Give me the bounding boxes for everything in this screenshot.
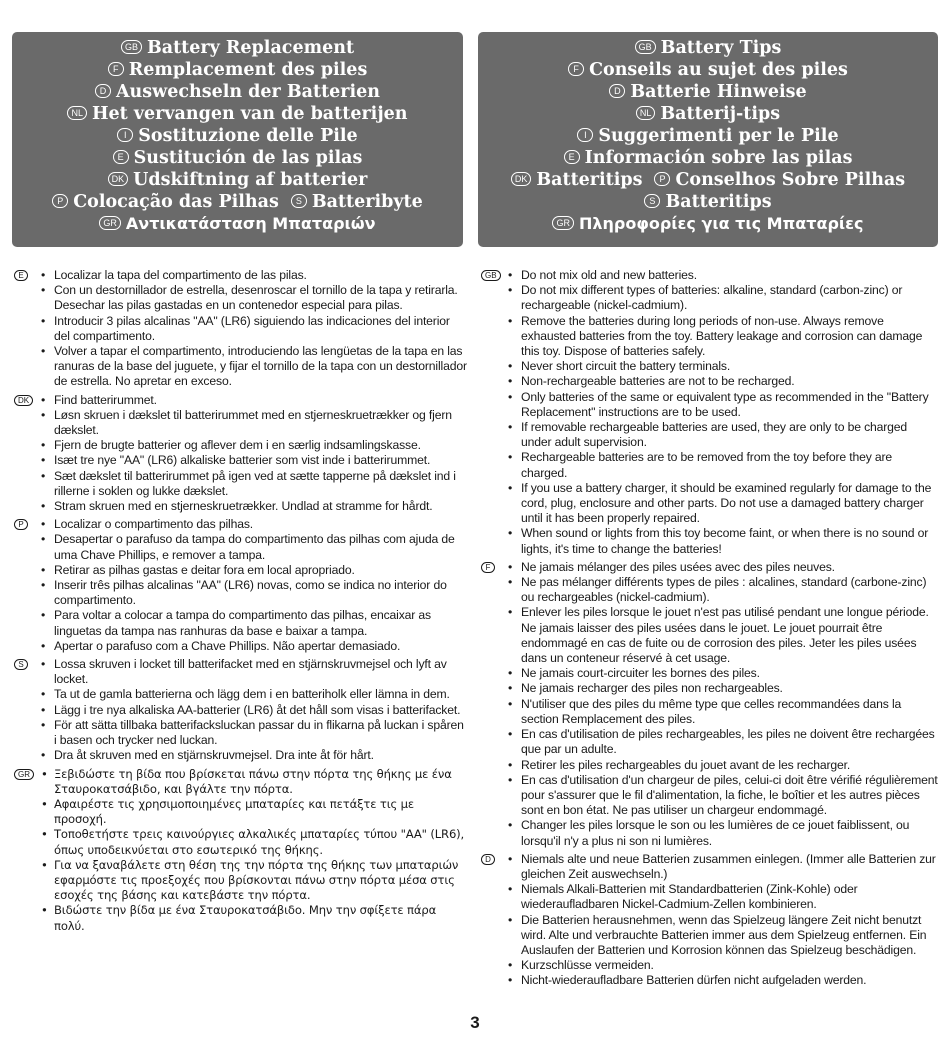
bullet-item: • Τοποθετήστε τρεις καινούργιες αλκαλικές μπαταρίες τύπου "AA" (LR6), όπως υποδεικνύεται στο εσωτερικό της θήκης. <box>41 827 467 857</box>
header-title: Información sobre las pilas <box>584 148 853 168</box>
header-title: Sostituzione delle Pile <box>138 126 358 146</box>
section-f <box>479 560 939 849</box>
bullet-item: • When sound or lights from this toy become faint, or when there is no sound or lights, it's time to change the batteries! <box>508 526 939 556</box>
bullet-item: • N'utiliser que des piles du même type que celles recommandées dans la section Remplacement des piles. <box>508 697 939 727</box>
bullet-item: • Rechargeable batteries are to be removed from the toy before they are charged. <box>508 450 939 480</box>
bullet-item: • Ne jamais court-circuiter les bornes des piles. <box>508 666 939 681</box>
bullet-item: • Enlever les piles lorsque le jouet n'est pas utilisé pendant une longue période. Ne jamais laisser des piles usées dans le jouet. Le jouet pourrait être endommagé en cas de fuite ou de corrosion des piles. Jeter les piles usées dans un conteneur réservé à cet usage. <box>508 605 939 666</box>
bullet-item: • Ne jamais mélanger des piles usées avec des piles neuves. <box>508 560 939 575</box>
lang-badge-p: P <box>52 194 68 208</box>
bullet-item: • För att sätta tillbaka batterifacksluckan passar du in flikarna på luckan i spåren i basen och trycker ned luckan. <box>41 718 467 748</box>
bullet-item: • Niemals Alkali-Batterien mit Standardbatterien (Zink-Kohle) oder wiederaufladbaren Nickel-Cadmium-Zellen kombinieren. <box>508 882 939 912</box>
header-line <box>12 103 463 125</box>
bullet-item: • Løsn skruen i dækslet til batterirummet med en stjerneskruetrækker og fjern dækslet. <box>41 408 467 438</box>
bullet-item: • Για να ξαναβάλετε στη θέση της την πόρτα της θήκης των μπαταριών εφαρμόστε τις προεξοχές που βρίσκονται πάνω στην πόρτα μέσα στις εσοχές της βάσης και κατεβάστε την πόρτα. <box>41 858 467 904</box>
lang-badge-i: I <box>577 128 593 142</box>
section-gb <box>479 268 939 557</box>
bullet-item: • Retirar as pilhas gastas e deitar fora em local apropriado. <box>41 563 467 578</box>
bullet-list <box>41 393 467 515</box>
lang-badge-e: E <box>564 150 580 164</box>
bullet-item: • Kurzschlüsse vermeiden. <box>508 958 939 973</box>
header-title: Conseils au sujet des piles <box>589 60 848 80</box>
bullet-item: • Find batterirummet. <box>41 393 467 408</box>
header-title: Batteribyte <box>311 192 423 212</box>
bullet-item: • Do not mix old and new batteries. <box>508 268 939 283</box>
bullet-item: • Volver a tapar el compartimento, introduciendo las lengüetas de la tapa en las ranuras de la base del juguete, y fijar el tornillo de la tapa con un destornillador de estrella. No apretar en exceso. <box>41 344 467 390</box>
lang-badge-f: F <box>108 62 124 76</box>
lang-badge-s: S <box>14 659 28 670</box>
page-number: 3 <box>470 1013 480 1032</box>
header-line <box>478 191 938 213</box>
bullet-item: • Lägg i tre nya alkaliska AA-batterier (LR6) åt det håll som visas i batterifacket. <box>41 703 467 718</box>
bullet-item: • Sæt dækslet til batterirummet på igen ved at sætte tapperne på dækslet ind i rillerne i soklen og lukke dækslet. <box>41 469 467 499</box>
header-line <box>478 125 938 147</box>
bullet-item: • Localizar o compartimento das pilhas. <box>41 517 467 532</box>
bullet-item: • Introducir 3 pilas alcalinas "AA" (LR6) siguiendo las indicaciones del interior del compartimento. <box>41 314 467 344</box>
lang-badge-dk: DK <box>511 172 532 186</box>
bullet-item: • Only batteries of the same or equivalent type as recommended in the "Battery Replacement" instructions are to be used. <box>508 390 939 420</box>
bullet-list <box>41 517 467 654</box>
header-line <box>12 191 463 213</box>
lang-badge-f: F <box>481 562 495 573</box>
lang-badge-nl: NL <box>67 106 87 120</box>
bullet-list <box>508 852 939 989</box>
bullet-item: • Fjern de brugte batterier og aflever dem i en særlig indsamlingskasse. <box>41 438 467 453</box>
bullet-item: • En cas d'utilisation de piles rechargeables, les piles ne doivent être rechargées que par un adulte. <box>508 727 939 757</box>
header-title: Udskiftning af batterier <box>133 170 368 190</box>
bullet-item: • Βιδώστε την βίδα με ένα Σταυροκατσάβιδο. Μην την σφίξετε πάρα πολύ. <box>41 903 467 933</box>
bullet-list <box>41 268 467 390</box>
header-title: Πληροφορίες για τις Μπαταρίες <box>578 214 864 233</box>
header-battery-replacement <box>12 32 463 247</box>
header-title: Suggerimenti per le Pile <box>598 126 839 146</box>
header-line <box>478 169 938 191</box>
lang-badge-gb: GB <box>481 270 501 281</box>
bullet-list <box>508 268 939 557</box>
bullet-item: • Desapertar o parafuso da tampa do compartimento das pilhas com ajuda de uma Chave Phillips, e remover a tampa. <box>41 532 467 562</box>
header-title: Battery Replacement <box>146 38 355 58</box>
bullet-item: • Changer les piles lorsque le son ou les lumières de ce jouet faiblissent, ou lorsqu'il n'y a plus ni son ni lumières. <box>508 818 939 848</box>
bullet-list <box>508 560 939 849</box>
header-line <box>12 213 463 235</box>
header-line <box>478 81 938 103</box>
bullet-item: • Ne pas mélanger différents types de piles : alcalines, standard (carbone-zinc) ou rechargeables (nickel-cadmium). <box>508 575 939 605</box>
lang-badge-p: P <box>654 172 670 186</box>
header-line <box>478 37 938 59</box>
header-line <box>478 59 938 81</box>
bullet-item: • Ta ut de gamla batterierna och lägg dem i en batteriholk eller lämna in dem. <box>41 687 467 702</box>
header-title: Batterie Hinweise <box>630 82 807 102</box>
header-title: Colocação das Pilhas <box>73 192 279 212</box>
lang-badge-e: E <box>113 150 129 164</box>
lang-badge-e: E <box>14 270 28 281</box>
section-e <box>12 268 467 390</box>
bullet-item: • Ξεβιδώστε τη βίδα που βρίσκεται πάνω στην πόρτα της θήκης με ένα Σταυροκατσάβιδο, και βγάλτε την πόρτα. <box>41 767 467 797</box>
lang-badge-s: S <box>291 194 307 208</box>
lang-badge-d: D <box>481 854 495 865</box>
section-gr <box>12 767 467 934</box>
bullet-item: • Isæt tre nye "AA" (LR6) alkaliske batterier som vist inde i batterirummet. <box>41 453 467 468</box>
bullet-item: • Die Batterien herausnehmen, wenn das Spielzeug längere Zeit nicht benutzt wird. Alte und verbrauchte Batterien immer aus dem Spielzeug entfernen. Ein Auslaufen der Batterien und Korrosion können das Spielzeug beschädigen. <box>508 913 939 959</box>
header-title: Batterij-tips <box>660 104 781 124</box>
header-title: Batteritips <box>665 192 772 212</box>
bullet-item: • En cas d'utilisation d'un chargeur de piles, celui-ci doit être vérifié régulièrement pour s'assurer que le fil d'alimentation, la fiche, le boîtier et les autres pièces sont en bon état. Ne pas utiliser un chargeur endommagé. <box>508 773 939 819</box>
bullet-item: • Inserir três pilhas alcalinas "AA" (LR6) novas, como se indica no interior do compartimento. <box>41 578 467 608</box>
lang-badge-gb: GB <box>121 40 142 54</box>
header-line <box>12 125 463 147</box>
lang-badge-dk: DK <box>14 395 33 406</box>
bullet-item: • Con un destornillador de estrella, desenroscar el tornillo de la tapa y retirarla. Desechar las pilas gastadas en un contenedor especial para pilas. <box>41 283 467 313</box>
bullet-item: • Non-rechargeable batteries are not to be recharged. <box>508 374 939 389</box>
lang-badge-d: D <box>609 84 625 98</box>
bullet-item: • Ne jamais recharger des piles non rechargeables. <box>508 681 939 696</box>
lang-badge-gr: GR <box>14 769 34 780</box>
header-line <box>478 103 938 125</box>
header-title: Remplacement des piles <box>128 60 368 80</box>
header-line <box>12 59 463 81</box>
lang-badge-s: S <box>644 194 660 208</box>
lang-badge-dk: DK <box>108 172 129 186</box>
instructions-column-left <box>12 268 467 937</box>
header-title: Batteritips <box>536 170 643 190</box>
header-line <box>12 169 463 191</box>
header-title: Battery Tips <box>660 38 782 58</box>
header-battery-tips <box>478 32 938 247</box>
section-d <box>479 852 939 989</box>
bullet-item: • If removable rechargeable batteries are used, they are only to be charged under adult supervision. <box>508 420 939 450</box>
lang-badge-gr: GR <box>552 216 574 230</box>
header-title: Sustitución de las pilas <box>133 148 363 168</box>
bullet-list <box>41 657 467 763</box>
bullet-item: • Apertar o parafuso com a Chave Phillips. Não apertar demasiado. <box>41 639 467 654</box>
bullet-item: • Lossa skruven i locket till batterifacket med en stjärnskruvmejsel och lyft av locket. <box>41 657 467 687</box>
bullet-item: • Remove the batteries during long periods of non-use. Always remove exhausted batteries from the toy. Battery leakage and corrosion can damage this toy. Dispose of batteries safely. <box>508 314 939 360</box>
bullet-item: • Niemals alte und neue Batterien zusammen einlegen. (Immer alle Batterien zur gleichen Zeit auswechseln.) <box>508 852 939 882</box>
lang-badge-i: I <box>117 128 133 142</box>
instructions-column-right <box>479 268 939 992</box>
header-title: Αντικατάσταση Μπαταριών <box>125 214 376 233</box>
lang-badge-nl: NL <box>636 106 656 120</box>
header-line <box>12 37 463 59</box>
header-title: Het vervangen van de batterijen <box>92 104 408 124</box>
section-s <box>12 657 467 763</box>
header-line <box>478 147 938 169</box>
bullet-item: • Dra åt skruven med en stjärnskruvmejsel. Dra inte åt för hårt. <box>41 748 467 763</box>
section-p <box>12 517 467 654</box>
bullet-item: • If you use a battery charger, it should be examined regularly for damage to the cord, plug, enclosure and other parts. Do not use a damaged battery charger until it has been properly repaired. <box>508 481 939 527</box>
bullet-item: • Localizar la tapa del compartimento de las pilas. <box>41 268 467 283</box>
header-line <box>12 81 463 103</box>
lang-badge-f: F <box>568 62 584 76</box>
header-title: Conselhos Sobre Pilhas <box>675 170 906 190</box>
header-title: Auswechseln der Batterien <box>115 82 381 102</box>
bullet-item: • Never short circuit the battery terminals. <box>508 359 939 374</box>
bullet-item: • Stram skruen med en stjerneskruetrækker. Undlad at stramme for hårdt. <box>41 499 467 514</box>
lang-badge-p: P <box>14 519 28 530</box>
lang-badge-gb: GB <box>635 40 656 54</box>
bullet-item: • Do not mix different types of batteries: alkaline, standard (carbon-zinc) or rechargeable (nickel-cadmium). <box>508 283 939 313</box>
section-dk <box>12 393 467 515</box>
bullet-item: • Para voltar a colocar a tampa do compartimento das pilhas, encaixar as linguetas da tampa nas ranhuras da base e baixar a tampa. <box>41 608 467 638</box>
bullet-item: • Αφαιρέστε τις χρησιμοποιημένες μπαταρίες και πετάξτε τις με προσοχή. <box>41 797 467 827</box>
header-line <box>478 213 938 235</box>
bullet-item: • Nicht-wiederaufladbare Batterien dürfen nicht aufgeladen werden. <box>508 973 939 988</box>
lang-badge-d: D <box>95 84 111 98</box>
lang-badge-gr: GR <box>99 216 121 230</box>
bullet-item: • Retirer les piles rechargeables du jouet avant de les recharger. <box>508 758 939 773</box>
bullet-list <box>41 767 467 934</box>
header-line <box>12 147 463 169</box>
